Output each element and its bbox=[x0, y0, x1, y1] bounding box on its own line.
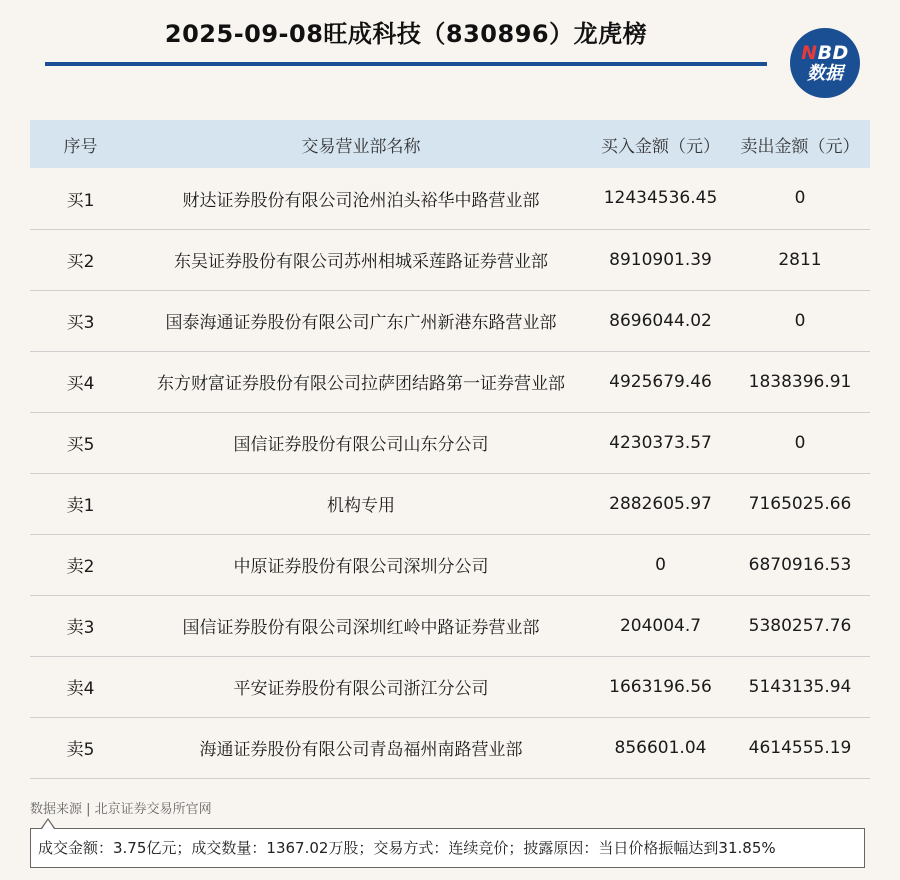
buy-amount: 204004.7 bbox=[619, 615, 702, 636]
table-row bbox=[30, 595, 870, 656]
note-pointer-fill bbox=[42, 820, 54, 829]
title-underline bbox=[45, 62, 767, 66]
row-index: 卖2 bbox=[66, 557, 95, 577]
buy-amount: 12434536.45 bbox=[603, 188, 718, 209]
table-row bbox=[30, 290, 870, 351]
trade-summary-note: 成交金额：3.75亿元；成交数量：1367.02万股；交易方式：连续竞价；披露原因：当日价格振幅达到31.85% bbox=[30, 828, 865, 868]
table-header-row bbox=[30, 120, 870, 168]
sell-amount: 1838396.91 bbox=[748, 371, 852, 392]
sell-amount: 5380257.76 bbox=[748, 615, 852, 636]
branch-name: 机构专用 bbox=[327, 496, 395, 516]
buy-amount: 4230373.57 bbox=[609, 432, 712, 453]
row-index: 卖3 bbox=[66, 618, 95, 638]
sell-amount: 5143135.94 bbox=[748, 676, 852, 697]
table-row bbox=[30, 534, 870, 595]
page-title: 2025-09-08旺成科技（830896）龙虎榜 bbox=[164, 20, 648, 48]
row-index: 卖4 bbox=[66, 679, 95, 699]
branch-name: 平安证券股份有限公司浙江分公司 bbox=[233, 679, 489, 699]
buy-amount: 2882605.97 bbox=[609, 493, 712, 514]
header-index: 序号 bbox=[63, 136, 98, 157]
row-index: 卖5 bbox=[66, 740, 95, 760]
buy-amount: 0 bbox=[655, 554, 666, 575]
table-row bbox=[30, 473, 870, 534]
table-row bbox=[30, 229, 870, 290]
row-index: 买4 bbox=[66, 374, 95, 394]
buy-amount: 4925679.46 bbox=[609, 371, 712, 392]
row-index: 买5 bbox=[66, 435, 95, 455]
branch-name: 国信证券股份有限公司深圳红岭中路证券营业部 bbox=[182, 618, 540, 638]
branch-name: 国泰海通证券股份有限公司广东广州新港东路营业部 bbox=[165, 313, 557, 333]
logo-line2: 数据 bbox=[807, 62, 843, 84]
table-row bbox=[30, 656, 870, 717]
row-index: 买1 bbox=[66, 190, 95, 211]
logo-n: N bbox=[801, 41, 818, 64]
header-buy-amount: 买入金额（元） bbox=[601, 136, 720, 157]
sell-amount: 6870916.53 bbox=[748, 554, 852, 575]
sell-amount: 4614555.19 bbox=[748, 737, 852, 758]
table-row bbox=[30, 351, 870, 412]
branch-name: 中原证券股份有限公司深圳分公司 bbox=[233, 557, 489, 577]
logo-bd: BD bbox=[817, 41, 849, 64]
branch-name: 财达证券股份有限公司沧州泊头裕华中路营业部 bbox=[182, 190, 540, 211]
buy-amount: 1663196.56 bbox=[609, 676, 712, 697]
header-branch-name: 交易营业部名称 bbox=[301, 136, 421, 157]
sell-amount: 0 bbox=[794, 432, 806, 453]
table-row bbox=[30, 168, 870, 229]
buy-amount: 8910901.39 bbox=[609, 249, 712, 270]
sell-amount: 7165025.66 bbox=[748, 493, 852, 514]
table-row bbox=[30, 717, 870, 778]
branch-name: 海通证券股份有限公司青岛福州南路营业部 bbox=[199, 740, 523, 760]
branch-name: 国信证券股份有限公司山东分公司 bbox=[233, 435, 489, 455]
row-index: 买2 bbox=[66, 252, 95, 272]
sell-amount: 0 bbox=[794, 188, 806, 209]
branch-name: 东方财富证券股份有限公司拉萨团结路第一证券营业部 bbox=[157, 374, 565, 394]
row-index: 买3 bbox=[66, 313, 95, 333]
logo-line1 bbox=[801, 41, 849, 64]
dragon-tiger-table bbox=[30, 120, 870, 779]
buy-amount: 856601.04 bbox=[614, 737, 707, 758]
data-source: 数据来源 | 北京证券交易所官网 bbox=[30, 802, 212, 817]
row-index: 卖1 bbox=[66, 496, 95, 516]
sell-amount: 2811 bbox=[778, 249, 822, 270]
nbd-logo bbox=[790, 28, 860, 98]
header-sell-amount: 卖出金额（元） bbox=[740, 136, 860, 157]
buy-amount: 8696044.02 bbox=[609, 310, 712, 331]
branch-name: 东吴证券股份有限公司苏州相城采莲路证券营业部 bbox=[174, 252, 548, 272]
table-row bbox=[30, 412, 870, 473]
sell-amount: 0 bbox=[794, 310, 806, 331]
